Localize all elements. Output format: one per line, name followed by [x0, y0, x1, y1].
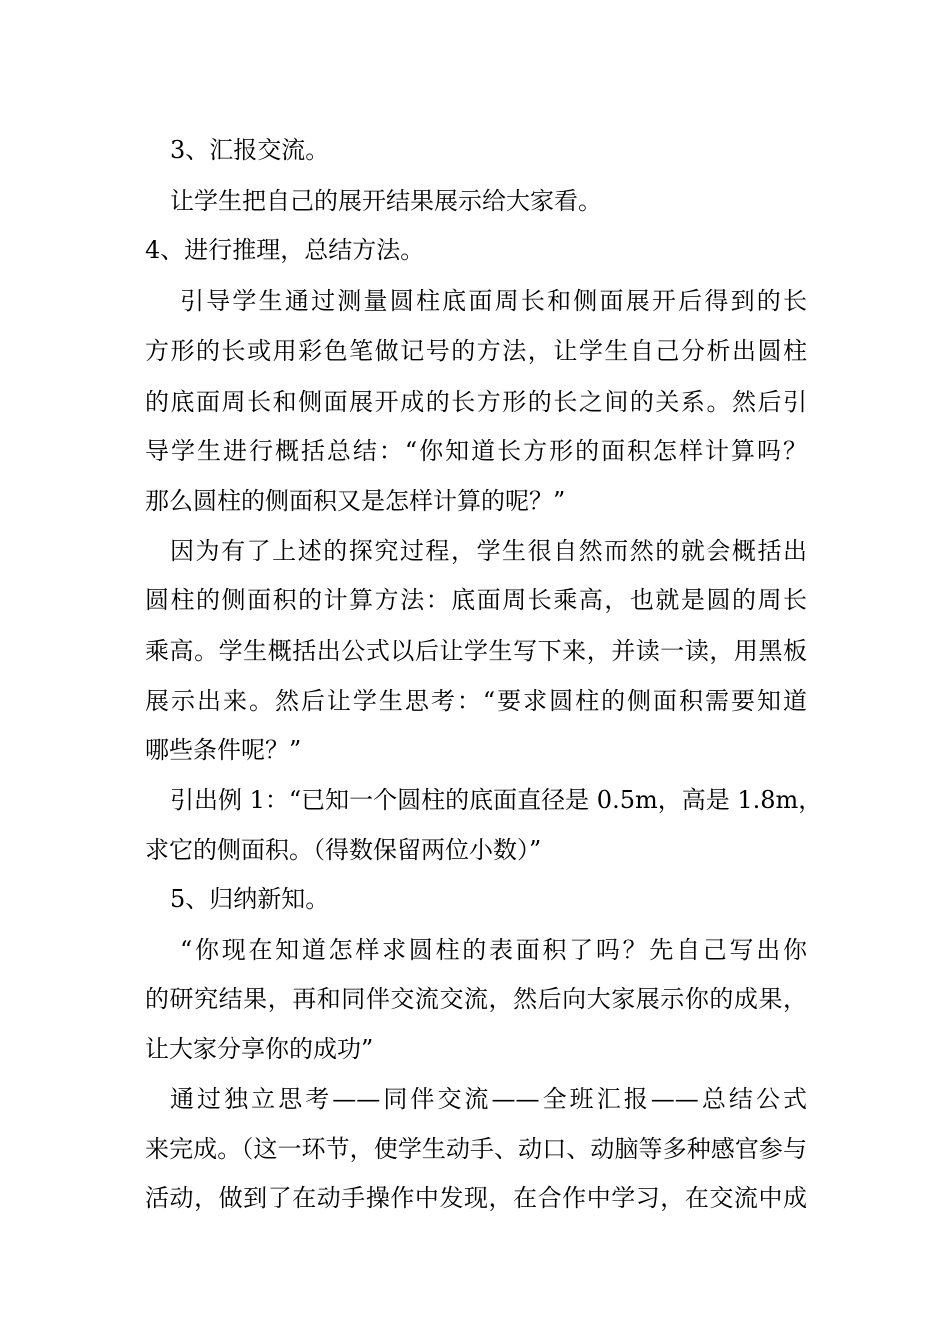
- paragraph-line: “你现在知道怎样求圆柱的表面积了吗？先自己写出你: [180, 936, 807, 964]
- paragraph-line: 哪些条件呢？”: [145, 736, 302, 764]
- paragraph-line: 通过独立思考——同伴交流——全班汇报——总结公式: [170, 1085, 807, 1113]
- paragraph-line: 让大家分享你的成功”: [145, 1035, 374, 1063]
- paragraph-line: 的研究结果，再和同伴交流交流，然后向大家展示你的成果，: [145, 985, 807, 1013]
- paragraph-line: 来完成。（这一环节，使学生动手、动口、动脑等多种感官参与: [145, 1135, 807, 1163]
- paragraph-line: 圆柱的侧面积的计算方法：底面周长乘高，也就是圆的周长: [145, 586, 807, 614]
- example-line: 求它的侧面积。（得数保留两位小数）”: [145, 836, 542, 864]
- paragraph-line: 的底面周长和侧面展开成的长方形的长之间的关系。然后引: [145, 388, 807, 416]
- heading-reasoning-method: 4、进行推理，总结方法。: [145, 236, 425, 264]
- paragraph-line: 引导学生通过测量圆柱底面周长和侧面展开后得到的长: [180, 287, 807, 315]
- paragraph-line: 导学生进行概括总结：“你知道长方形的面积怎样计算吗？: [145, 437, 807, 465]
- heading-summarize-new-knowledge: 5、归纳新知。: [170, 885, 330, 913]
- paragraph-line: 那么圆柱的侧面积又是怎样计算的呢？”: [145, 487, 566, 515]
- example-line: 引出例 1：“已知一个圆柱的底面直径是 0.5m，高是 1.8m，: [170, 786, 823, 814]
- paragraph-line: 因为有了上述的探究过程，学生很自然而然的就会概括出: [170, 537, 807, 565]
- heading-report-exchange: 3、汇报交流。: [170, 136, 330, 164]
- paragraph-line: 展示出来。然后让学生思考：“要求圆柱的侧面积需要知道: [145, 687, 807, 715]
- paragraph-line: 方形的长或用彩色笔做记号的方法，让学生自己分析出圆柱: [145, 337, 807, 365]
- paragraph-line: 乘高。学生概括出公式以后让学生写下来，并读一读，用黑板: [145, 637, 807, 665]
- paragraph-line: 活动，做到了在动手操作中发现，在合作中学习，在交流中成: [145, 1184, 807, 1212]
- paragraph-line: 让学生把自己的展开结果展示给大家看。: [170, 187, 602, 215]
